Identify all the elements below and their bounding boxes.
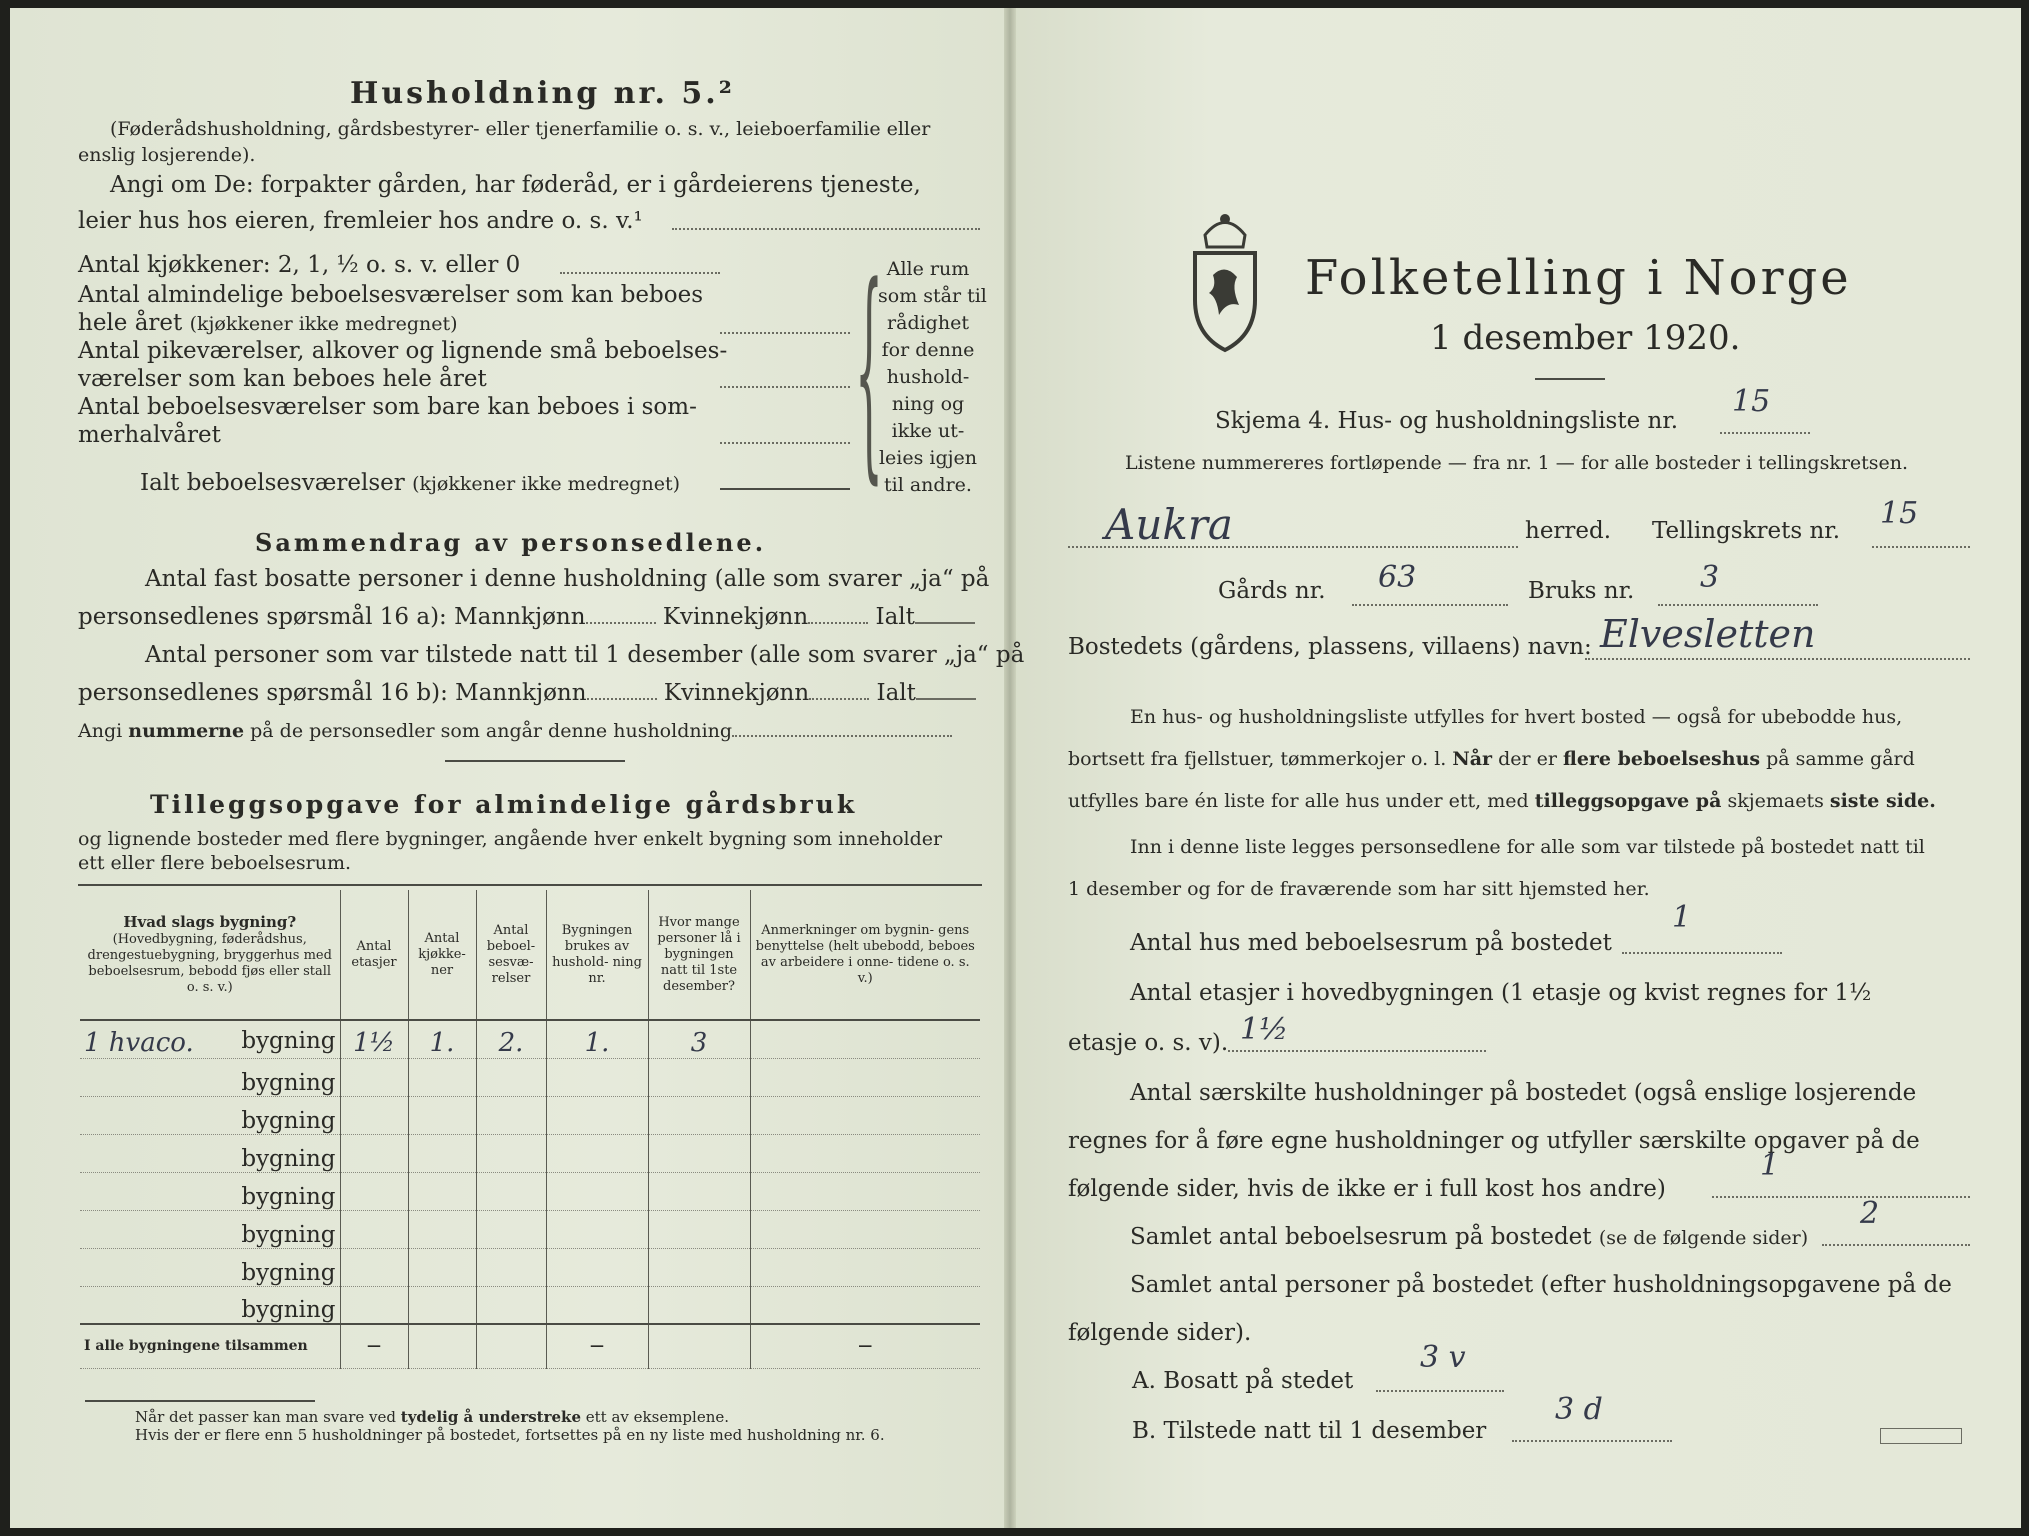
col-rooms: Antal beboel- sesvæ- relser: [476, 890, 546, 1020]
building-type-cell: [80, 1134, 340, 1172]
rooms-value: 2: [1860, 1196, 1880, 1231]
building-type-cell: [80, 1096, 340, 1134]
cell-kitchens: [408, 1210, 476, 1248]
cell-persons: 3: [648, 1020, 750, 1058]
resident-value: 3 v: [1420, 1340, 1466, 1375]
building-type-cell: [80, 1172, 340, 1210]
cell-household: [546, 1248, 648, 1286]
building-type-cell: [80, 1020, 340, 1058]
household-note-2: enslig losjerende).: [78, 144, 256, 166]
bruks-value: 3: [1700, 560, 1720, 595]
cell-rooms: [476, 1286, 546, 1324]
angi-line-1: Angi om De: forpakter gården, har føderåd, er i gårdeierens tjeneste,: [110, 172, 921, 198]
present-value: 3 d: [1555, 1392, 1603, 1427]
brace-note-line: for denne: [881, 339, 975, 361]
herred-label: herred.: [1525, 518, 1612, 544]
summer-rooms-label-2: merhalvåret: [78, 422, 221, 448]
cell-persons: [648, 1096, 750, 1134]
cell-persons: [648, 1286, 750, 1324]
brace-note-line: ikke ut-: [891, 420, 965, 442]
schema-line: Skjema 4. Hus- og husholdningsliste nr.: [1215, 408, 1679, 434]
table-total-row: I alle bygningene tilsammen — — —: [80, 1324, 980, 1368]
households-question-2: regnes for å føre egne husholdninger og utfyller særskilte opgaver på de: [1068, 1128, 1920, 1154]
cell-kitchens: [408, 1248, 476, 1286]
cell-rooms: [476, 1058, 546, 1096]
resident-label: A. Bosatt på stedet: [1132, 1368, 1354, 1394]
cell-household: [546, 1058, 648, 1096]
table-row: [80, 1286, 980, 1324]
table-row: [80, 1210, 980, 1248]
cell-remarks: [750, 1248, 980, 1286]
cell-rooms: [476, 1248, 546, 1286]
building-label: bygning: [241, 1221, 336, 1248]
building-table: [80, 890, 980, 1369]
building-label: bygning: [241, 1107, 336, 1134]
building-label: bygning: [241, 1259, 336, 1286]
footnote-2: Hvis der er flere enn 5 husholdninger på bostedet, fortsettes på en ny liste med husholdning nr. 6.: [135, 1426, 885, 1444]
summary-line-3: Antal personer som var tilstede natt til 1 desember (alle som svarer „ja“ på: [145, 642, 1025, 668]
kitchens-label: Antal kjøkkener: 2, 1, ½ o. s. v. eller 0: [78, 252, 521, 278]
krets-value: 15: [1880, 496, 1919, 531]
total-label: I alle bygningene tilsammen: [80, 1324, 340, 1368]
census-date: 1 desember 1920.: [1430, 318, 1741, 358]
household-title: Husholdning nr. 5.²: [350, 76, 735, 111]
cell-floors: 1½: [340, 1020, 408, 1058]
table-row: [80, 1058, 980, 1096]
cell-remarks: [750, 1058, 980, 1096]
maid-rooms-label-2: værelser som kan beboes hele året: [78, 366, 487, 392]
brace: {: [855, 241, 883, 507]
table-row: [80, 1020, 980, 1058]
col-remarks: Anmerkninger om bygnin- gens benyttelse (helt ubebodd, beboes av arbeidere i onne- tidene o. s. v.): [750, 890, 980, 1020]
coat-of-arms-icon: [1185, 205, 1265, 355]
building-type-cell: [80, 1286, 340, 1324]
households-question-3: følgende sider, hvis de ikke er i full kost hos andre): [1068, 1176, 1666, 1202]
houses-question: Antal hus med beboelsesrum på bostedet: [1130, 930, 1612, 956]
present-label: B. Tilstede natt til 1 desember: [1132, 1418, 1487, 1444]
floors-question-1: Antal etasjer i hovedbygningen (1 etasje og kvist regnes for 1½: [1130, 980, 1872, 1006]
bruks-label: Bruks nr.: [1528, 578, 1635, 604]
building-type-cell: [80, 1248, 340, 1286]
cell-rooms: [476, 1096, 546, 1134]
floors-question-2: etasje o. s. v).: [1068, 1030, 1229, 1056]
cell-household: [546, 1172, 648, 1210]
footnote-1: Når det passer kan man svare ved tydelig å understreke ett av eksemplene.: [135, 1408, 730, 1426]
cell-kitchens: [408, 1096, 476, 1134]
angi-line-2: leier hus hos eieren, fremleier hos andre o. s. v.¹: [78, 208, 643, 234]
table-row: [80, 1134, 980, 1172]
households-value: 1: [1760, 1148, 1780, 1183]
summary-line-4: personsedlenes spørsmål 16 b): Mannkjønn Kvinnekjønn Ialt: [78, 680, 976, 706]
building-type-cell: [80, 1058, 340, 1096]
summary-angi: Angi nummerne på de personsedler som angår denne husholdning: [78, 720, 952, 742]
herred-value: Aukra: [1105, 500, 1233, 549]
cell-household: [546, 1096, 648, 1134]
bosted-label: Bostedets (gårdens, plassens, villaens) navn:: [1068, 634, 1592, 660]
cell-household: [546, 1286, 648, 1324]
cell-remarks: [750, 1134, 980, 1172]
building-type-value: 1 hvaco.: [84, 1027, 194, 1058]
building-label: bygning: [241, 1297, 336, 1323]
cell-floors: [340, 1172, 408, 1210]
cell-remarks: [750, 1286, 980, 1324]
page-fold: [1004, 8, 1016, 1528]
numbering-note: Listene nummereres fortløpende — fra nr. 1 — for alle bosteder i tellingskretsen.: [1125, 452, 1909, 474]
cell-kitchens: 1.: [408, 1020, 476, 1058]
household-note: (Føderådshusholdning, gårdsbestyrer- eller tjenerfamilie o. s. v., leieboerfamilie eller: [110, 118, 931, 140]
cell-household: [546, 1210, 648, 1248]
rooms-question: Samlet antal beboelsesrum på bostedet (se de følgende sider): [1130, 1224, 1809, 1250]
cell-floors: [340, 1058, 408, 1096]
brace-note-line: som står til: [878, 285, 987, 307]
printer-stamp: [1880, 1428, 1962, 1444]
brace-note-line: Alle rum: [886, 258, 970, 280]
ordinary-rooms-label-2: hele året (kjøkkener ikke medregnet): [78, 310, 458, 336]
building-label: bygning: [241, 1145, 336, 1172]
instruction-2: bortsett fra fjellstuer, tømmerkojer o. l. Når der er flere beboelseshus på samme gård: [1068, 748, 1915, 770]
summary-line-2: personsedlenes spørsmål 16 a): Mannkjønn Kvinnekjønn Ialt: [78, 604, 975, 630]
floors-value: 1½: [1240, 1012, 1289, 1047]
households-question-1: Antal særskilte husholdninger på bostedet (også enslige losjerende: [1130, 1080, 1917, 1106]
persons-question-2: følgende sider).: [1068, 1320, 1252, 1346]
brace-note-line: rådighet: [887, 312, 969, 334]
cell-rooms: [476, 1210, 546, 1248]
instruction-1: En hus- og husholdningsliste utfylles for hvert bosted — også for ubebodde hus,: [1130, 706, 1903, 728]
col-floors: Antal etasjer: [340, 890, 408, 1020]
cell-remarks: [750, 1172, 980, 1210]
ordinary-rooms-label-1: Antal almindelige beboelsesværelser som kan beboes: [78, 282, 704, 308]
cell-household: [546, 1134, 648, 1172]
cell-floors: [340, 1134, 408, 1172]
cell-remarks: [750, 1096, 980, 1134]
cell-rooms: [476, 1134, 546, 1172]
gards-value: 63: [1378, 560, 1417, 595]
table-row: [80, 1248, 980, 1286]
table-row: [80, 1096, 980, 1134]
cell-rooms: 2.: [476, 1020, 546, 1058]
col-building-type: Hvad slags bygning? (Hovedbygning, føderådshus, drengestuebygning, bryggerhus med beboelsesrum, bebodd fjøs eller stall o. s. v.): [80, 890, 340, 1020]
cell-floors: [340, 1286, 408, 1324]
table-row: [80, 1172, 980, 1210]
supplement-sub-2: ett eller flere beboelsesrum.: [78, 852, 352, 874]
cell-household: 1.: [546, 1020, 648, 1058]
col-household: Bygningen brukes av hushold- ning nr.: [546, 890, 648, 1020]
cell-kitchens: [408, 1134, 476, 1172]
supplement-title: Tilleggsopgave for almindelige gårdsbruk: [150, 790, 858, 819]
building-label: bygning: [241, 1027, 336, 1054]
persons-question-1: Samlet antal personer på bostedet (efter husholdningsopgavene på de: [1130, 1272, 1952, 1298]
col-kitchens: Antal kjøkke- ner: [408, 890, 476, 1020]
maid-rooms-label-1: Antal pikeværelser, alkover og lignende små beboelses-: [78, 338, 728, 364]
cell-floors: [340, 1096, 408, 1134]
krets-label: Tellingskrets nr.: [1652, 518, 1841, 544]
brace-note-line: til andre.: [884, 474, 972, 496]
houses-value: 1: [1672, 900, 1692, 935]
brace-note-line: leies igjen: [878, 447, 978, 469]
summer-rooms-label-1: Antal beboelsesværelser som bare kan beboes i som-: [78, 394, 697, 420]
cell-persons: [648, 1134, 750, 1172]
cell-persons: [648, 1248, 750, 1286]
cell-rooms: [476, 1172, 546, 1210]
building-type-cell: [80, 1210, 340, 1248]
brace-note: [878, 256, 987, 499]
cell-persons: [648, 1172, 750, 1210]
col-persons: Hvor mange personer lå i bygningen natt til 1ste desember?: [648, 890, 750, 1020]
census-title: Folketelling i Norge: [1305, 250, 1852, 306]
gards-label: Gårds nr.: [1218, 578, 1326, 604]
cell-kitchens: [408, 1058, 476, 1096]
bosted-value: Elvesletten: [1600, 612, 1816, 656]
building-label: bygning: [241, 1183, 336, 1210]
cell-floors: [340, 1248, 408, 1286]
summary-line-1: Antal fast bosatte personer i denne husholdning (alle som svarer „ja“ på: [145, 566, 990, 592]
cell-kitchens: [408, 1172, 476, 1210]
cell-remarks: [750, 1210, 980, 1248]
instruction-3: utfylles bare én liste for alle hus under ett, med tilleggsopgave på skjemaets siste side.: [1068, 790, 1936, 812]
supplement-sub-1: og lignende bosteder med flere bygninger, angående hver enkelt bygning som inneholder: [78, 828, 943, 850]
instruction-4: Inn i denne liste legges personsedlene for alle som var tilstede på bostedet natt til: [1130, 836, 1925, 858]
cell-floors: [340, 1210, 408, 1248]
summary-title: Sammendrag av personsedlene.: [255, 528, 767, 557]
cell-kitchens: [408, 1286, 476, 1324]
brace-note-line: ning og: [891, 393, 965, 415]
building-label: bygning: [241, 1069, 336, 1096]
cell-persons: [648, 1210, 750, 1248]
total-rooms-label: Ialt beboelsesværelser (kjøkkener ikke medregnet): [140, 470, 681, 496]
brace-note-line: hushold-: [886, 366, 970, 388]
cell-remarks: [750, 1020, 980, 1058]
instruction-5: 1 desember og for de fraværende som har sitt hjemsted her.: [1068, 878, 1650, 900]
cell-persons: [648, 1058, 750, 1096]
schema-number: 15: [1732, 384, 1771, 419]
